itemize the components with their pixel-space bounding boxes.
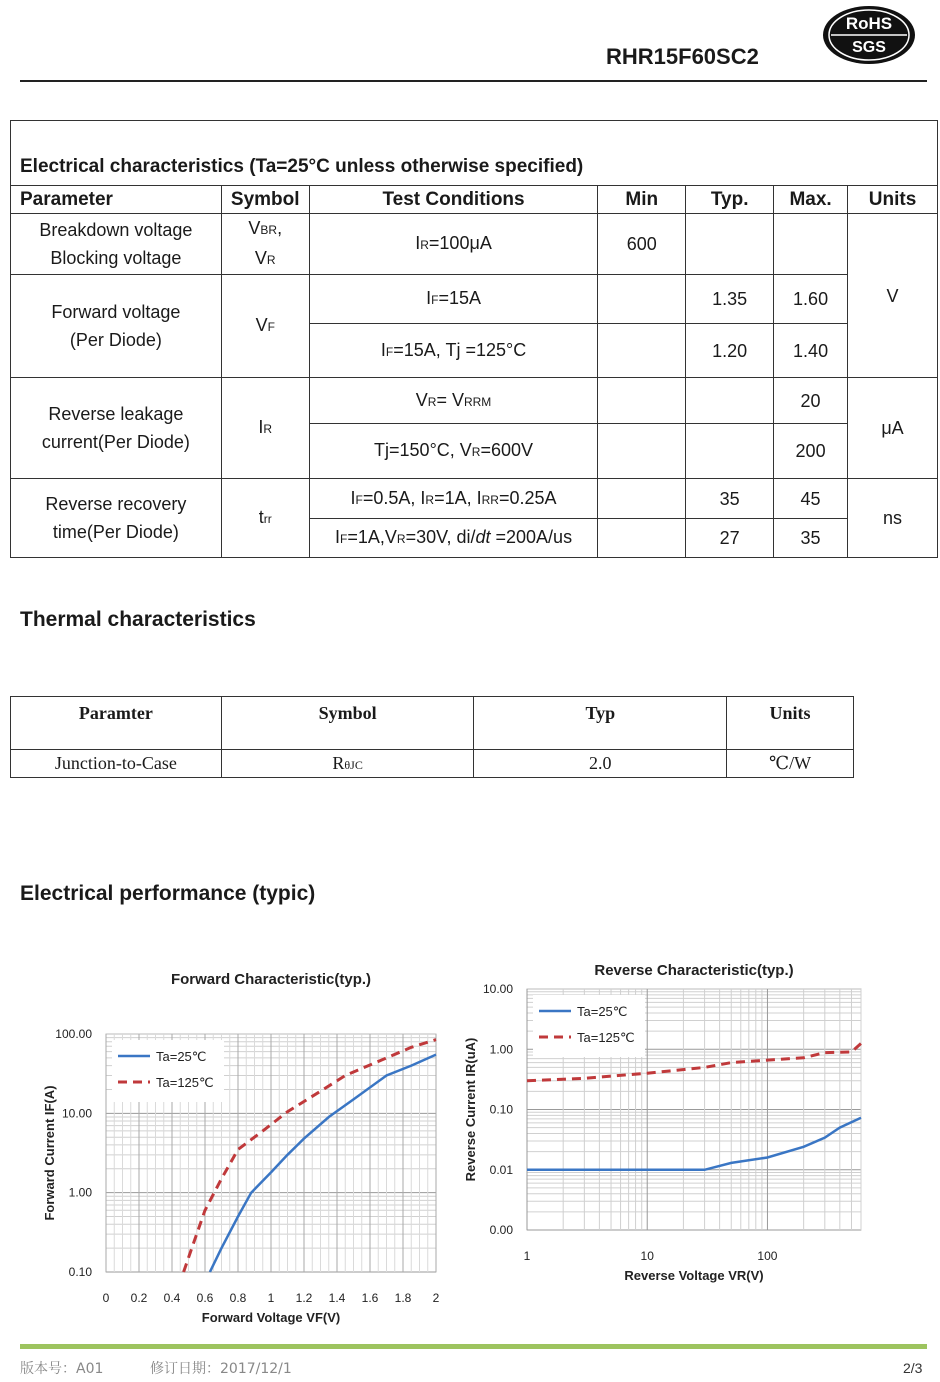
y-tick-label: 10.00 [482,982,513,996]
typ-recovery-2: 27 [686,519,774,558]
row-breakdown [11,214,938,275]
unit-nanoseconds: ns [848,479,938,558]
footer-version: 版本号：A01 [20,1361,104,1377]
x-tick-label: 1.6 [361,1291,379,1305]
param-leakage: Reverse leakage current(Per Diode) [11,378,222,479]
x-tick-label: 1.8 [394,1291,412,1305]
x-tick-label: 10 [640,1249,654,1263]
x-tick-label: 0.8 [229,1291,247,1305]
x-tick-label: 100 [757,1249,778,1263]
cond-forward-2: IF=15A, Tj =125°C [309,324,598,378]
cond-recovery-2: IF=1A,VR=30V, di/dt =200A/us [309,519,598,558]
max-forward-1: 1.60 [774,275,848,324]
col-units: Units [848,186,938,214]
x-tick-label: 2 [432,1291,440,1305]
part-number: RHR15F60SC2 [606,44,759,69]
cond-forward-1: IF=15A [309,275,598,324]
max-recovery-1: 45 [774,479,848,519]
page-number: 2/3 [903,1360,923,1376]
cond-recovery-1: IF=0.5A, IR=1A, IRR=0.25A [309,479,598,519]
x-tick-label: 1 [267,1291,275,1305]
unit-volts: V [848,214,938,378]
electrical-caption: Electrical characteristics (Ta=25°C unless otherwise specified) [11,121,938,186]
y-tick-label: 0.10 [489,1102,513,1117]
col-typ: Typ. [686,186,774,214]
x-tick-label: 0.2 [130,1291,148,1305]
chart-title: Forward Characteristic(typ.) [170,971,372,988]
thermal-symbol: RθJC [221,750,474,778]
max-leakage-1: 20 [774,378,848,424]
col-symbol: Symbol [221,186,309,214]
y-tick-label: 10.00 [61,1106,92,1121]
legend-label-0: Ta=25℃ [577,1004,628,1019]
thermal-unit: ℃/W [727,750,854,778]
typ-forward-2: 1.20 [686,324,774,378]
thermal-header-row: Paramter Symbol Typ Units [11,697,854,750]
x-tick-label: 1.2 [295,1291,313,1305]
col-parameter: Parameter [11,186,222,214]
thermal-typ: 2.0 [474,750,727,778]
sym-leakage: IR [221,378,309,479]
legend-label-1: Ta=125℃ [156,1075,214,1090]
performance-title: Electrical performance (typic) [20,882,316,905]
max-forward-2: 1.40 [774,324,848,378]
x-tick-label: 0.6 [196,1291,214,1305]
logo-rohs-text: RoHS [845,14,893,33]
x-tick-label: 1 [523,1249,531,1263]
x-tick-label: 0 [102,1291,110,1305]
electrical-header-row [11,186,938,214]
y-tick-label: 0.00 [489,1223,513,1237]
y-tick-label: 0.01 [489,1162,513,1177]
sym-forward: VF [221,275,309,378]
legend-label-1: Ta=125℃ [577,1030,635,1045]
typ-forward-1: 1.35 [686,275,774,324]
col-min: Min [598,186,686,214]
y-tick-label: 1.00 [68,1185,92,1200]
row-recovery-1 [11,479,938,519]
footer-divider [20,1344,927,1349]
x-tick-label: 0.4 [163,1291,181,1305]
header-divider [20,80,927,82]
sym-recovery: trr [221,479,309,558]
sym-breakdown: VBR, VR [221,214,309,275]
y-tick-label: 0.10 [68,1265,92,1279]
x-tick-label: 1.4 [328,1291,346,1305]
reverse-characteristic-chart [460,952,880,1302]
y-axis-label: Reverse Current IR(uA) [463,1037,478,1182]
thermal-param: Junction-to-Case [11,750,222,778]
thermal-title: Thermal characteristics [20,608,256,631]
unit-microamps: μA [848,378,938,479]
param-recovery: Reverse recovery time(Per Diode) [11,479,222,558]
col-test-conditions: Test Conditions [309,186,598,214]
cond-breakdown: IR=100μA [309,214,598,275]
min-breakdown: 600 [598,214,686,275]
forward-characteristic-chart [30,962,450,1325]
electrical-characteristics-table [10,120,938,558]
chart-title: Reverse Characteristic(typ.) [594,962,794,979]
x-axis-label: Forward Voltage VF(V) [201,1310,341,1325]
param-breakdown: Breakdown voltage Blocking voltage [11,214,222,275]
max-leakage-2: 200 [774,424,848,479]
logo-sgs-text: SGS [852,39,886,56]
col-max: Max. [774,186,848,214]
legend-label-0: Ta=25℃ [156,1049,207,1064]
thermal-table [10,696,854,778]
rohs-sgs-logo [821,4,917,66]
thermal-row [11,750,854,778]
cond-leakage-1: VR= VRRM [309,378,598,424]
typ-recovery-1: 35 [686,479,774,519]
y-tick-label: 100.00 [55,1027,92,1041]
footer-revision: 修订日期：2017/12/1 [150,1361,292,1377]
row-forward-1 [11,275,938,324]
param-forward: Forward voltage (Per Diode) [11,275,222,378]
row-leakage-1 [11,378,938,424]
x-axis-label: Reverse Voltage VR(V) [624,1268,764,1283]
max-recovery-2: 35 [774,519,848,558]
cond-leakage-2: Tj=150°C, VR=600V [309,424,598,479]
y-tick-label: 1.00 [489,1042,513,1057]
y-axis-label: Forward Current IF(A) [42,1085,57,1221]
